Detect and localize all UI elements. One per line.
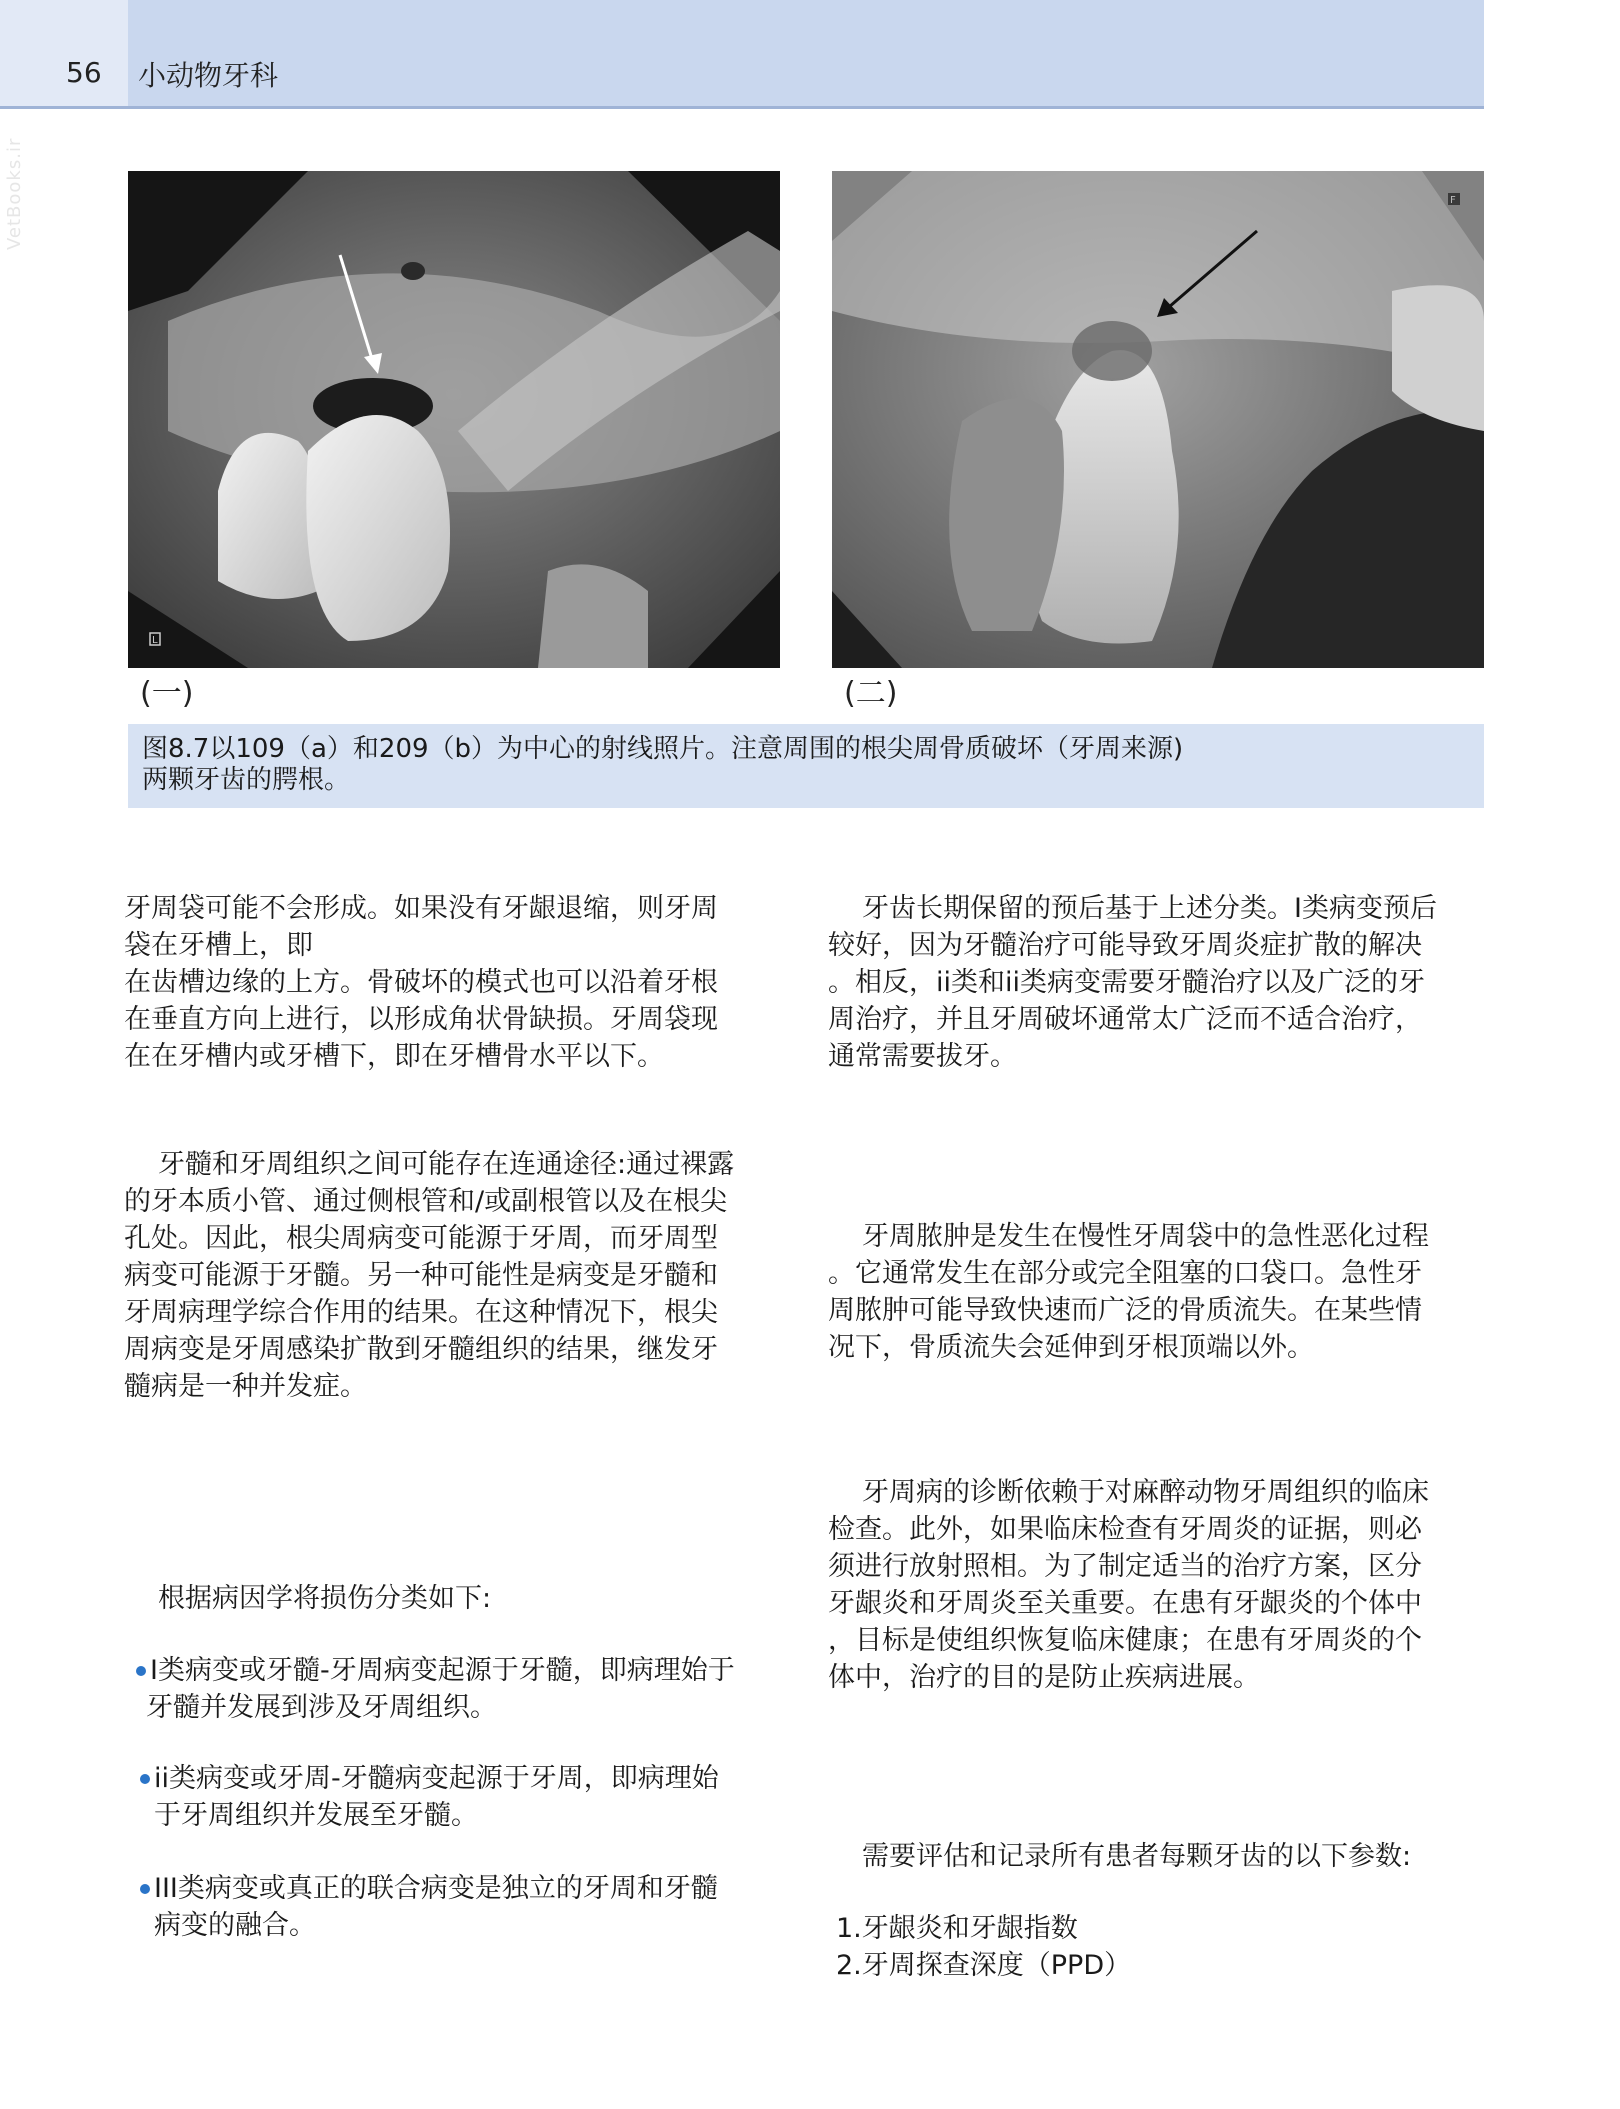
- bullet-dot: [140, 1884, 150, 1894]
- text-line: ii类病变或牙周-牙髓病变起源于牙周，即病理始: [154, 1763, 719, 1794]
- text-line: 牙髓和牙周组织之间可能存在连通途径:通过裸露: [158, 1149, 735, 1180]
- bullet-item-3: [154, 1870, 804, 1944]
- figure-label-a: (一): [140, 676, 194, 711]
- text-line: 周病变是牙周感染扩散到牙髓组织的结果，继发牙: [124, 1334, 718, 1365]
- text-line: 牙周袋可能不会形成。如果没有牙龈退缩，则牙周: [124, 893, 718, 924]
- text-line: 在垂直方向上进行，以形成角状骨缺损。牙周袋现: [124, 1004, 718, 1035]
- text-line: 的牙本质小管、通过侧根管和/或副根管以及在根尖: [124, 1186, 728, 1217]
- text-line: 。相反，ii类和ii类病变需要牙髓治疗以及广泛的牙: [828, 967, 1426, 998]
- text-line: 袋在牙槽上，即: [124, 930, 313, 961]
- caption-line: 两颗牙齿的腭根。: [142, 765, 351, 795]
- text-line: 于牙周组织并发展至牙髓。: [154, 1800, 478, 1831]
- text-line: 在齿槽边缘的上方。骨破坏的模式也可以沿着牙根: [124, 967, 718, 998]
- text-line: 牙周脓肿是发生在慢性牙周袋中的急性恶化过程: [862, 1221, 1429, 1252]
- text-line: 牙周病的诊断依赖于对麻醉动物牙周组织的临床: [862, 1477, 1429, 1508]
- text-line: 牙周病理学综合作用的结果。在这种情况下，根尖: [124, 1297, 718, 1328]
- left-paragraph-1: [124, 890, 784, 1075]
- text-line: 周治疗，并且牙周破坏通常太广泛而不适合治疗，: [828, 1004, 1422, 1035]
- right-paragraph-1: [828, 890, 1508, 1075]
- list-item: 1.牙龈炎和牙龈指数: [836, 1913, 1078, 1944]
- text-line: 病变可能源于牙髓。另一种可能性是病变是牙髓和: [124, 1260, 718, 1291]
- figure-label-b: (二): [844, 676, 898, 711]
- caption-line: 图8.7以109（a）和209（b）为中心的射线照片。注意周围的根尖周骨质破坏（牙周来源): [142, 734, 1184, 764]
- left-paragraph-2: [124, 1146, 804, 1405]
- bullet-dot: [136, 1666, 146, 1676]
- radiograph-a-image: [128, 171, 780, 668]
- text-line: 通常需要拔牙。: [828, 1041, 1017, 1072]
- right-paragraph-3: [828, 1474, 1508, 1696]
- radiograph-b-image: [832, 171, 1484, 668]
- radiograph-b: [832, 171, 1484, 668]
- figure-caption: [128, 724, 1484, 808]
- watermark: VetBooks.ir: [4, 137, 25, 250]
- right-paragraph-2: [828, 1218, 1508, 1366]
- corner-mark-a: L: [152, 635, 158, 646]
- book-title: 小动物牙科: [138, 59, 279, 92]
- text-line: 较好，因为牙髓治疗可能导致牙周炎症扩散的解决: [828, 930, 1422, 961]
- text-line: 周脓肿可能导致快速而广泛的骨质流失。在某些情: [828, 1295, 1422, 1326]
- list-item: 2.牙周探查深度（PPD）: [836, 1950, 1132, 1981]
- text-line: I类病变或牙髓-牙周病变起源于牙髓，即病理始于: [150, 1655, 735, 1686]
- page-number: 56: [66, 56, 102, 89]
- bullet-item-1: [146, 1652, 800, 1726]
- left-paragraph-3: 根据病因学将损伤分类如下:: [158, 1583, 492, 1614]
- text-line: 牙龈炎和牙周炎至关重要。在患有牙龈炎的个体中: [828, 1588, 1422, 1619]
- text-line: 牙髓并发展到涉及牙周组织。: [146, 1692, 497, 1723]
- parameter-list: [836, 1910, 1476, 1984]
- text-line: ，目标是使组织恢复临床健康；在患有牙周炎的个: [828, 1625, 1422, 1656]
- text-line: 牙齿长期保留的预后基于上述分类。I类病变预后: [862, 893, 1437, 924]
- text-line: 在在牙槽内或牙槽下，即在牙槽骨水平以下。: [124, 1041, 664, 1072]
- header-tab: [0, 0, 128, 106]
- text-line: III类病变或真正的联合病变是独立的牙周和牙髓: [154, 1873, 718, 1904]
- text-line: 。它通常发生在部分或完全阻塞的口袋口。急性牙: [828, 1258, 1422, 1289]
- text-line: 孔处。因此，根尖周病变可能源于牙周，而牙周型: [124, 1223, 718, 1254]
- text-line: 病变的融合。: [154, 1910, 316, 1941]
- corner-mark-b: F: [1450, 195, 1456, 206]
- bullet-item-2: [154, 1760, 804, 1834]
- figure-caption-text: [142, 734, 1462, 796]
- text-line: 髓病是一种并发症。: [124, 1371, 367, 1402]
- right-paragraph-4: 需要评估和记录所有患者每颗牙齿的以下参数:: [862, 1841, 1412, 1872]
- bullet-dot: [140, 1774, 150, 1784]
- radiograph-a: [128, 171, 780, 668]
- text-line: 检查。此外，如果临床检查有牙周炎的证据，则必: [828, 1514, 1422, 1545]
- text-line: 体中，治疗的目的是防止疾病进展。: [828, 1662, 1260, 1693]
- text-line: 须进行放射照相。为了制定适当的治疗方案，区分: [828, 1551, 1422, 1582]
- text-line: 况下，骨质流失会延伸到牙根顶端以外。: [828, 1332, 1314, 1363]
